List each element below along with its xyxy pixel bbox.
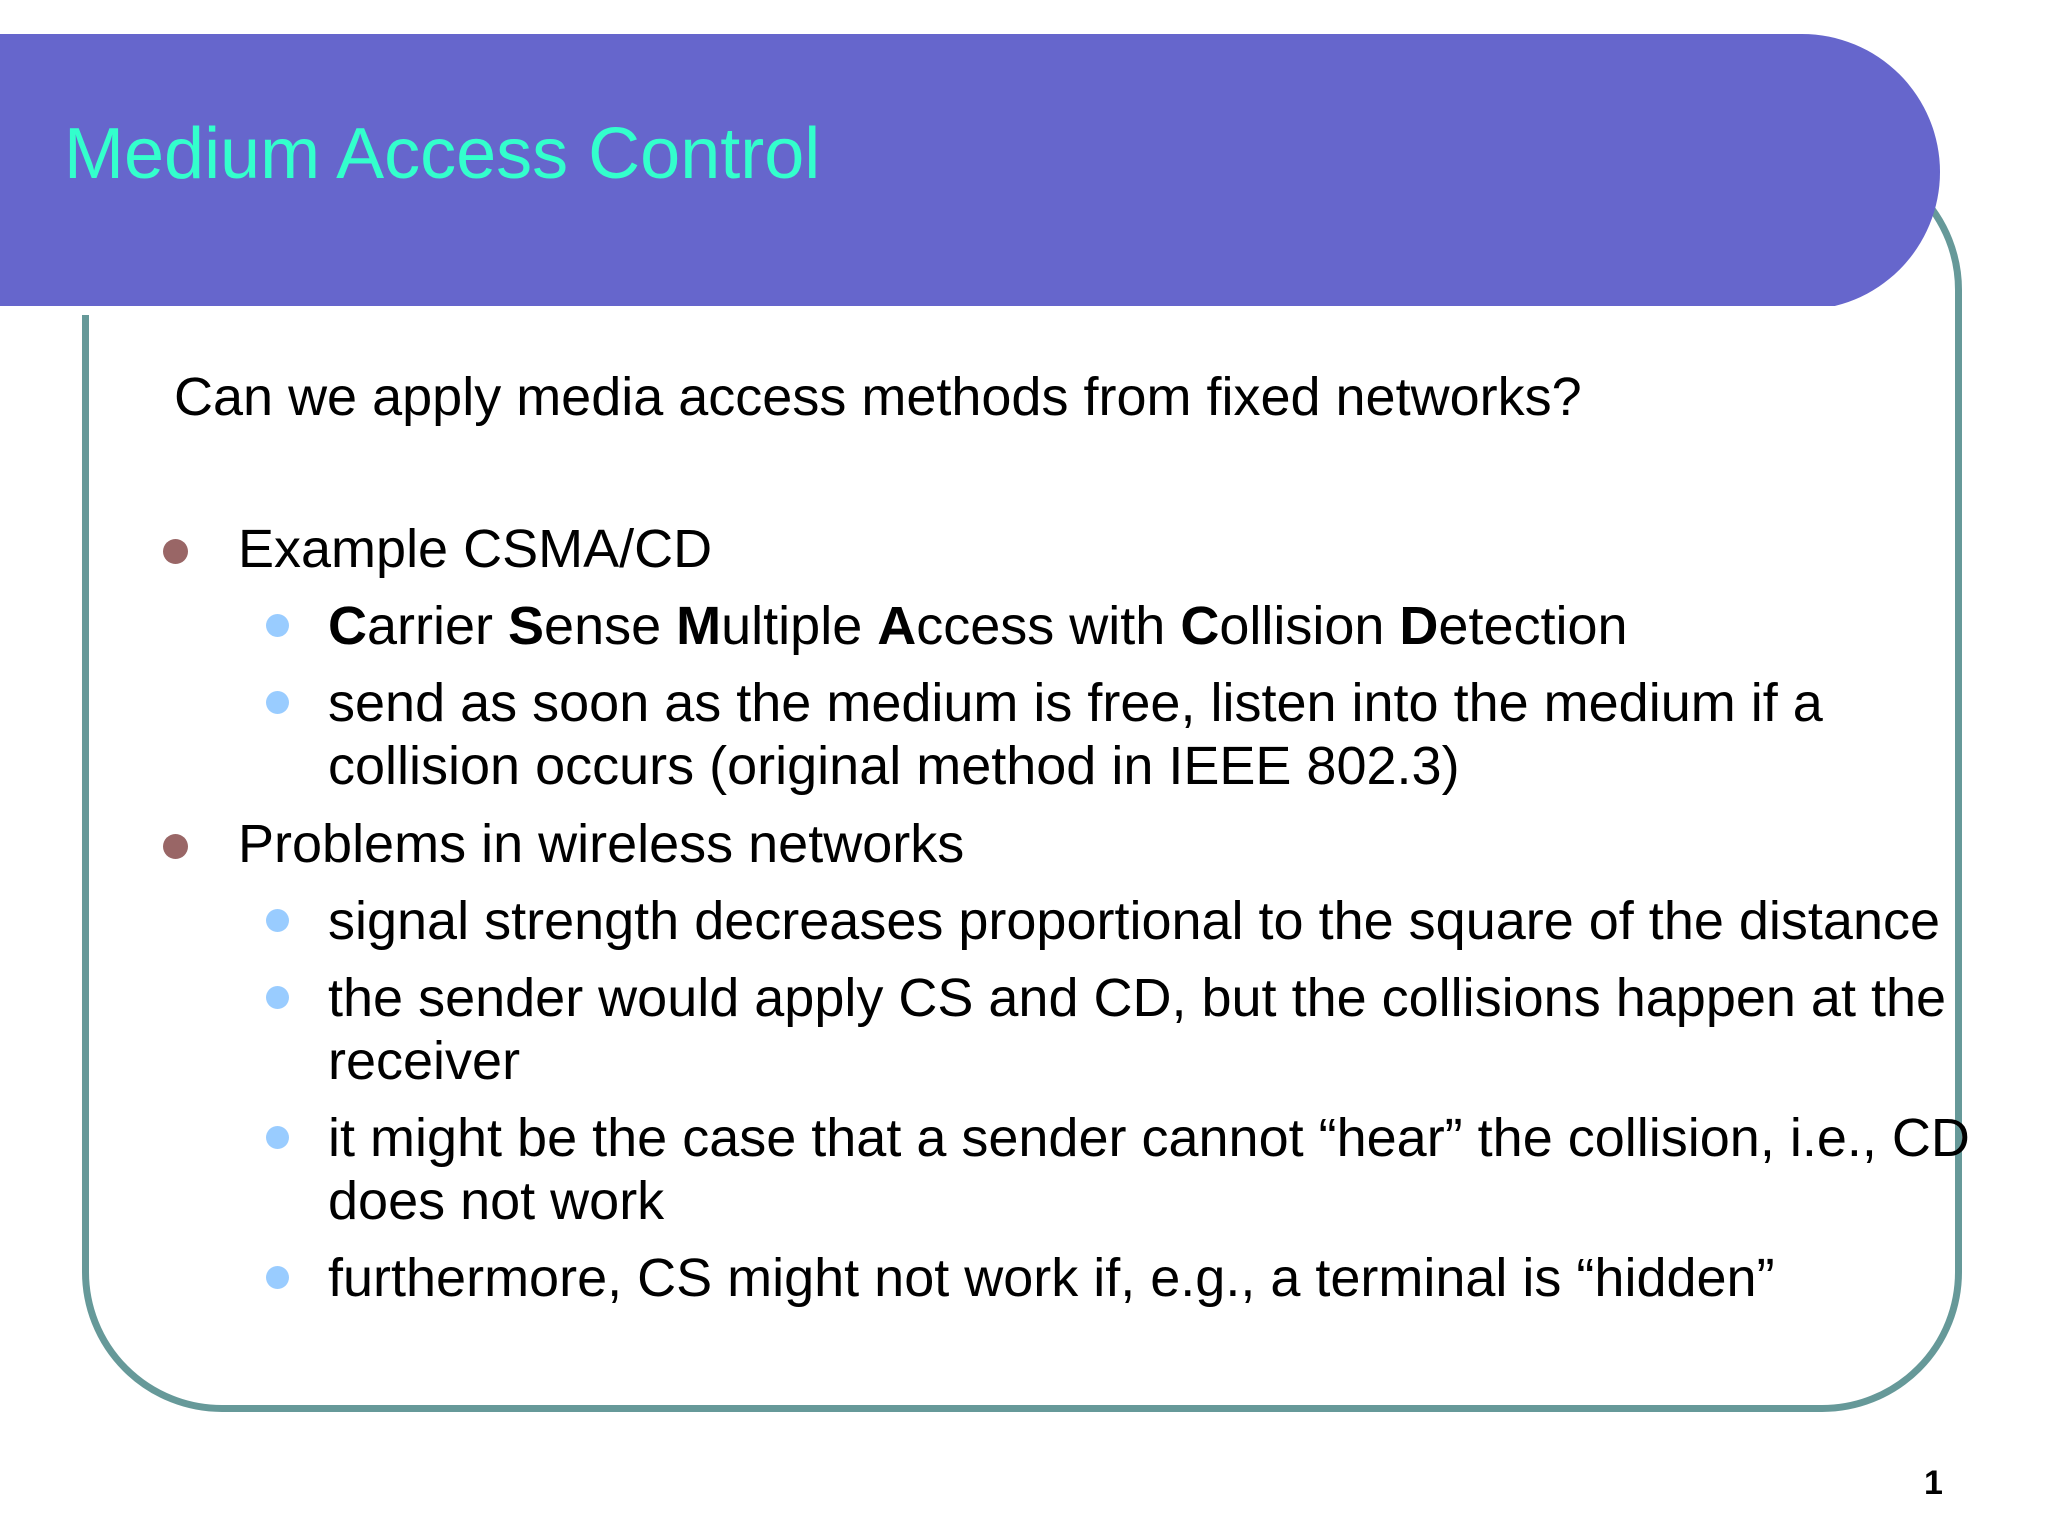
sub-bullet-dot-icon [266, 986, 289, 1009]
sub-bullet-collisions-at-receiver [0, 967, 1978, 1093]
page-number: 1 [1924, 1464, 1943, 1502]
bullet-text: Carrier Sense Multiple Access with Collision Detection [328, 596, 1628, 656]
bullet-text: Problems in wireless networks [238, 814, 965, 874]
bullet-text: signal strength decreases proportional to the square of the distance [328, 891, 1941, 951]
bullet-text: furthermore, CS might not work if, e.g., a terminal is “hidden” [328, 1248, 1775, 1308]
bullet-dot-icon [163, 834, 188, 859]
slide-question: Can we apply media access methods from fixed networks? [174, 367, 1582, 427]
sub-bullet-dot-icon [266, 909, 289, 932]
bullet-list [0, 518, 2048, 1310]
sub-bullet-cannot-hear-collision [0, 1107, 1978, 1233]
sub-bullet-dot-icon [266, 1126, 289, 1149]
bullet-text: the sender would apply CS and CD, but the collisions happen at the receiver [328, 968, 1947, 1091]
sub-bullet-csma-cd-expansion [0, 595, 1978, 658]
sub-bullet-send-when-free [0, 672, 1978, 798]
sub-bullet-dot-icon [266, 1266, 289, 1289]
sub-bullet-hidden-terminal [0, 1247, 1978, 1310]
bullet-problems-wireless [0, 813, 2048, 876]
bullet-text: it might be the case that a sender cannot “hear” the collision, i.e., CD does not work [328, 1108, 1970, 1231]
title-underline [0, 306, 1836, 315]
bullet-text: send as soon as the medium is free, listen into the medium if a collision occurs (original method in IEEE 802.3) [328, 673, 1823, 796]
bullet-dot-icon [163, 539, 188, 564]
bullet-text: Example CSMA/CD [238, 519, 713, 579]
bullet-example-csma-cd [0, 518, 2048, 581]
sub-bullet-dot-icon [266, 614, 289, 637]
sub-bullet-signal-strength [0, 890, 1978, 953]
slide-title: Medium Access Control [64, 114, 821, 194]
sub-bullet-dot-icon [266, 691, 289, 714]
